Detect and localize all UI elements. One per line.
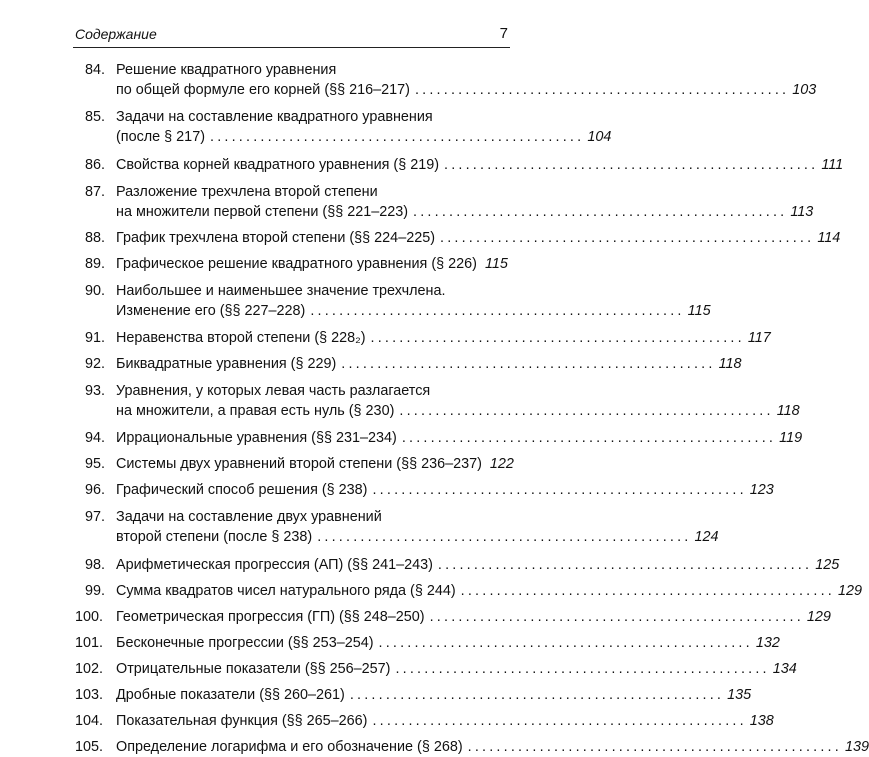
toc-entry[interactable] xyxy=(73,685,752,705)
toc-entry-number: 98. xyxy=(85,557,106,573)
dot-leader: .................................................... xyxy=(378,635,753,651)
dot-leader: .................................................... xyxy=(341,356,716,372)
toc-entry-number: 91. xyxy=(85,330,106,346)
dot-leader: .................................................... xyxy=(460,583,835,599)
toc-entry[interactable] xyxy=(73,182,814,222)
toc-entry-text: Иррациональные уравнения (§§ 231–234) xyxy=(116,430,397,446)
dot-leader: .................................................... xyxy=(210,129,585,145)
dot-leader: .................................................... xyxy=(372,713,747,729)
toc-page-number: 117 xyxy=(747,330,771,346)
toc-entry-number: 97. xyxy=(85,509,106,525)
toc-page-number: 103 xyxy=(792,82,817,98)
toc-entry-text: Решение квадратного уравнения xyxy=(116,62,337,78)
toc-entry-text: Неравенства второй степени (§ 228₂) xyxy=(116,330,366,346)
toc-entry-text: по общей формуле его корней (§§ 216–217) xyxy=(116,82,410,98)
header-rule xyxy=(73,47,510,48)
toc-entry-text: Задачи на составление двух уравнений xyxy=(116,509,382,525)
toc-entry-number: 101. xyxy=(75,635,104,651)
toc-entry-text: Арифметическая прогрессия (АП) (§§ 241–243) xyxy=(116,557,433,573)
dot-leader: .................................................... xyxy=(349,687,725,703)
toc-entry[interactable] xyxy=(73,381,800,421)
page-header xyxy=(73,24,510,48)
toc-entry[interactable] xyxy=(73,711,774,731)
toc-page-number: 118 xyxy=(718,356,742,372)
toc-entry-text: Графическое решение квадратного уравнения (§ 226) xyxy=(116,256,477,272)
toc-entry-number: 84. xyxy=(85,62,106,78)
toc-entry[interactable] xyxy=(73,428,803,448)
toc-entry-number: 99. xyxy=(85,583,106,599)
toc-entry[interactable] xyxy=(73,507,719,547)
toc-entry-number: 93. xyxy=(85,383,106,399)
toc-entry-number: 94. xyxy=(85,430,106,446)
dot-leader: .................................................... xyxy=(317,529,692,545)
toc-entry-text: Графический способ решения (§ 238) xyxy=(116,482,368,498)
toc-page-number: 135 xyxy=(727,687,752,703)
toc-entry-text: Задачи на составление квадратного уравнения xyxy=(116,109,433,125)
toc-entry-text: Определение логарифма и его обозначение (§ 268) xyxy=(116,739,463,755)
toc-page-number: 114 xyxy=(817,230,841,246)
dot-leader: .................................................... xyxy=(310,303,685,319)
toc-entry-text: Уравнения, у которых левая часть разлагается xyxy=(116,383,431,399)
toc-entry-text: Дробные показатели (§§ 260–261) xyxy=(116,687,345,703)
toc-entry-number: 85. xyxy=(85,109,106,125)
toc-entry[interactable] xyxy=(73,581,862,601)
toc-entry-number: 105. xyxy=(75,739,104,755)
toc-page-number: 113 xyxy=(790,204,814,220)
toc-page-number: 139 xyxy=(844,739,869,755)
dot-leader: .................................................... xyxy=(440,230,815,246)
toc-entry-text: на множители первой степени (§§ 221–223) xyxy=(116,204,409,220)
toc-entry-number: 103. xyxy=(75,687,104,703)
dot-leader: .................................................... xyxy=(467,739,842,755)
toc-entry-text: (после § 217) xyxy=(116,129,205,145)
toc-entry-text: Изменение его (§§ 227–228) xyxy=(116,303,306,319)
toc-entry-text: Наибольшее и наименьшее значение трехчлена. xyxy=(116,283,446,299)
toc-page-number: 115 xyxy=(687,303,711,319)
toc-entry[interactable] xyxy=(73,228,841,248)
toc-page-number: 122 xyxy=(489,456,514,472)
toc-page-number: 123 xyxy=(749,482,774,498)
dot-leader: .................................................... xyxy=(372,482,747,498)
dot-leader: .................................................... xyxy=(413,204,788,220)
toc-entry-number: 102. xyxy=(75,661,104,677)
toc-entry[interactable] xyxy=(73,555,840,575)
toc-entry[interactable] xyxy=(73,254,508,274)
toc-entry[interactable] xyxy=(73,281,711,321)
toc-entry[interactable] xyxy=(73,60,817,100)
toc-page-number: 119 xyxy=(779,430,803,446)
toc-entry-text: на множители, а правая есть нуль (§ 230) xyxy=(116,403,395,419)
toc-entry-text: Отрицательные показатели (§§ 256–257) xyxy=(116,661,391,677)
dot-leader: .................................................... xyxy=(414,82,790,98)
toc-page-number: 124 xyxy=(694,529,719,545)
toc-entry[interactable] xyxy=(73,607,831,627)
toc-entry-text: Показательная функция (§§ 265–266) xyxy=(116,713,368,729)
toc-entry[interactable] xyxy=(73,354,742,374)
toc-page-number: 129 xyxy=(806,609,831,625)
toc-entry-text: Геометрическая прогрессия (ГП) (§§ 248–250) xyxy=(116,609,425,625)
running-title: Содержание xyxy=(75,26,157,42)
dot-leader: .................................................... xyxy=(429,609,804,625)
toc-entry-number: 89. xyxy=(85,256,106,272)
toc-page-number: 104 xyxy=(587,129,612,145)
toc-entry-number: 95. xyxy=(85,456,106,472)
toc-page-number: 115 xyxy=(484,256,508,272)
toc-entry-text: График трехчлена второй степени (§§ 224–225) xyxy=(116,230,435,246)
table-of-contents xyxy=(73,60,869,757)
toc-entry[interactable] xyxy=(73,454,514,474)
toc-entry[interactable] xyxy=(73,480,774,500)
toc-page-number: 118 xyxy=(776,403,800,419)
toc-entry[interactable] xyxy=(73,659,797,679)
toc-page-number: 111 xyxy=(821,157,844,173)
toc-entry-number: 87. xyxy=(85,184,106,200)
toc-entry[interactable] xyxy=(73,328,771,348)
toc-entry-number: 96. xyxy=(85,482,106,498)
toc-entry-text: Разложение трехчлена второй степени xyxy=(116,184,378,200)
toc-entry[interactable] xyxy=(73,107,612,147)
dot-leader: .................................................... xyxy=(444,157,819,173)
toc-entry-number: 92. xyxy=(85,356,106,372)
toc-entry-number: 90. xyxy=(85,283,106,299)
toc-page-number: 138 xyxy=(749,713,774,729)
dot-leader: .................................................... xyxy=(437,557,813,573)
toc-entry-number: 100. xyxy=(75,609,104,625)
toc-entry-text: Бесконечные прогрессии (§§ 253–254) xyxy=(116,635,374,651)
toc-entry-number: 86. xyxy=(85,157,106,173)
toc-entry-number: 104. xyxy=(75,713,104,729)
toc-page-number: 134 xyxy=(772,661,797,677)
toc-page-number: 132 xyxy=(755,635,780,651)
toc-entry[interactable] xyxy=(73,737,869,757)
toc-entry-text: Биквадратные уравнения (§ 229) xyxy=(116,356,337,372)
toc-entry-text: Сумма квадратов чисел натурального ряда (§ 244) xyxy=(116,583,456,599)
toc-page-number: 125 xyxy=(815,557,840,573)
dot-leader: .................................................... xyxy=(395,661,770,677)
toc-page-number: 129 xyxy=(837,583,862,599)
dot-leader: .................................................... xyxy=(401,430,777,446)
toc-entry-text: Свойства корней квадратного уравнения (§ 219) xyxy=(116,157,439,173)
toc-entry-text: Системы двух уравнений второй степени (§§ 236–237) xyxy=(116,456,482,472)
toc-entry-number: 88. xyxy=(85,230,106,246)
toc-entry[interactable] xyxy=(73,155,844,175)
toc-entry[interactable] xyxy=(73,633,780,653)
toc-entry-text: второй степени (после § 238) xyxy=(116,529,313,545)
dot-leader: .................................................... xyxy=(399,403,774,419)
dot-leader: .................................................... xyxy=(370,330,745,346)
page-number: 7 xyxy=(499,25,508,42)
